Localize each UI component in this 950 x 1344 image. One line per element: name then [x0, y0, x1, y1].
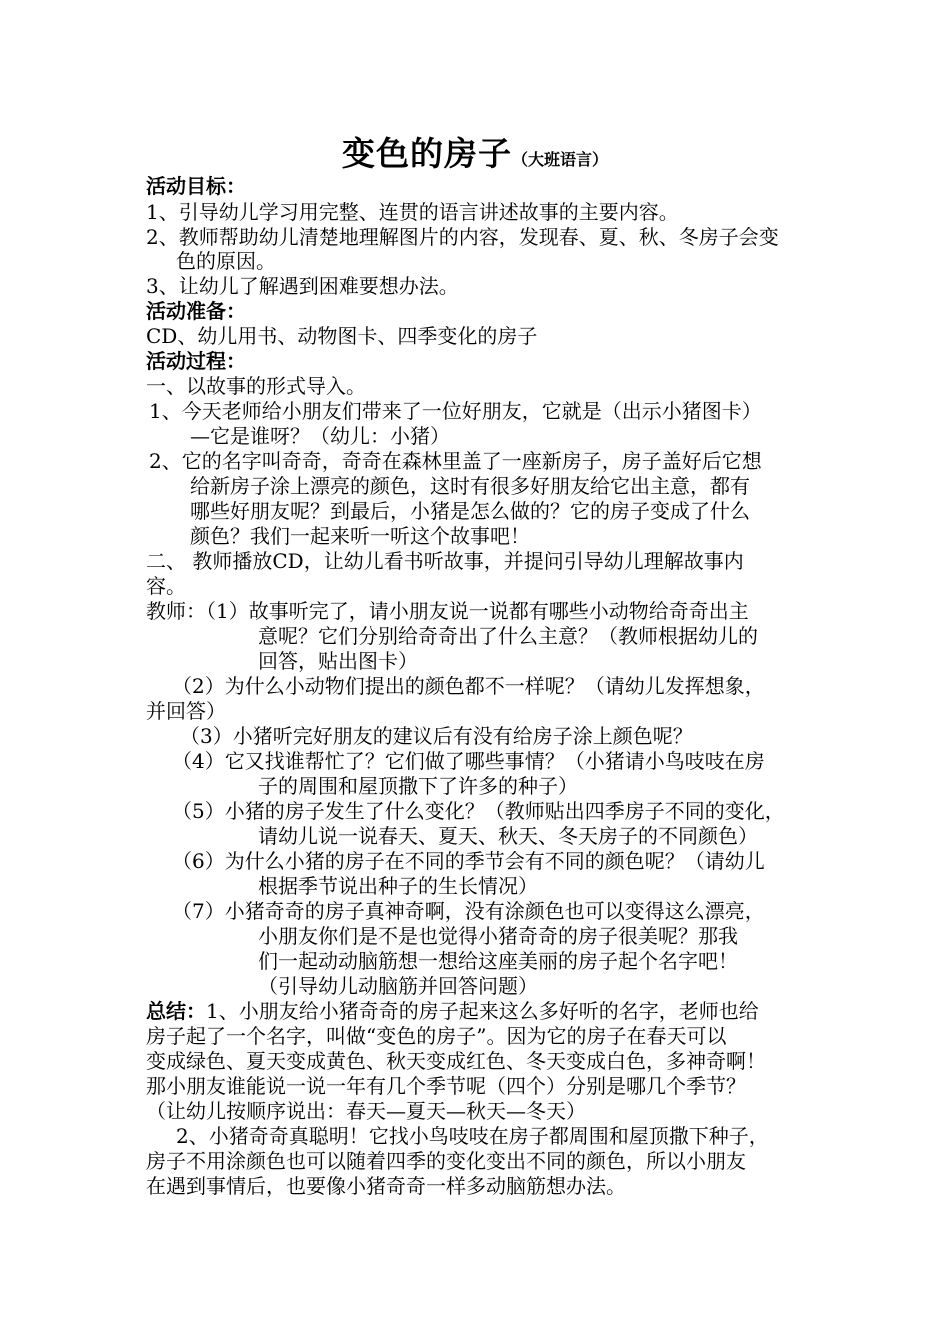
summary-text-continued: （让幼儿按顺序说出：春天—夏天—秋天—冬天） [146, 1099, 586, 1123]
process-paragraph-continued: —它是谁呀？（幼儿：小猪） [190, 424, 450, 448]
process-paragraph-continued: 给新房子涂上漂亮的颜色，这时有很多好朋友给它出主意，都有 [190, 474, 750, 498]
question-item: （2）为什么小动物们提出的颜色都不一样呢？（请幼儿发挥想象， [172, 674, 765, 698]
preparation-text: CD、幼儿用书、动物图卡、四季变化的房子 [146, 324, 538, 348]
question-item-continued: 意呢？它们分别给奇奇出了什么主意？（教师根据幼儿的 [258, 624, 758, 648]
summary-text-continued: 变成绿色、夏天变成黄色、秋天变成红色、冬天变成白色，多神奇啊！ [146, 1049, 766, 1073]
question-item: （7）小猪奇奇的房子真神奇啊，没有涂颜色也可以变得这么漂亮， [172, 899, 765, 923]
question-item-continued: （引导幼儿动脑筋并回答问题） [258, 974, 538, 998]
process-step-heading: 二、 教师播放CD，让幼儿看书听故事，并提问引导幼儿理解故事内 [146, 549, 744, 573]
goal-item: 3、让幼儿了解遇到困难要想办法。 [146, 274, 459, 298]
summary-text: 1、小朋友给小猪奇奇的房子起来这么多好听的名字，老师也给 [206, 999, 759, 1023]
question-item-continued: 回答，贴出图卡） [258, 649, 418, 673]
process-paragraph: 2、它的名字叫奇奇，奇奇在森林里盖了一座新房子，房子盖好后它想 [149, 449, 762, 473]
question-item-continued: 请幼儿说一说春天、夏天、秋天、冬天房子的不同颜色） [258, 824, 758, 848]
section-heading-goals: 活动目标： [146, 174, 246, 198]
question-item: （4）它又找谁帮忙了？它们做了哪些事情？（小猪请小鸟吱吱在房 [172, 749, 765, 773]
question-item-continued: 并回答） [146, 699, 226, 723]
summary-text-continued: 那小朋友谁能说一说一年有几个季节呢（四个）分别是哪几个季节？ [146, 1074, 746, 1098]
summary-paragraph [146, 999, 759, 1023]
goal-item: 2、教师帮助幼儿清楚地理解图片的内容，发现春、夏、秋、冬房子会变 [146, 225, 779, 249]
process-paragraph: 1、今天老师给小朋友们带来了一位好朋友，它就是（出示小猪图卡） [149, 399, 762, 423]
summary-paragraph: 2、小猪奇奇真聪明！它找小鸟吱吱在房子都周围和屋顶撒下种子， [176, 1124, 769, 1148]
process-paragraph-continued: 颜色？我们一起来听一听这个故事吧！ [190, 524, 530, 548]
section-heading-summary: 总结： [146, 999, 206, 1023]
question-item-continued: 子的周围和屋顶撒下了许多的种子） [258, 774, 578, 798]
process-step-heading: 一、以故事的形式导入。 [146, 374, 366, 398]
section-heading-process: 活动过程： [146, 349, 246, 373]
goal-item-continued: 色的原因。 [176, 249, 276, 273]
title-subtitle: （大班语言） [511, 150, 608, 169]
summary-text-continued: 在遇到事情后，也要像小猪奇奇一样多动脑筋想办法。 [146, 1174, 626, 1198]
process-step-heading-continued: 容。 [146, 574, 186, 598]
question-item-continued: 根据季节说出种子的生长情况） [258, 874, 538, 898]
section-heading-preparation: 活动准备： [146, 299, 246, 323]
goal-item: 1、引导幼儿学习用完整、连贯的语言讲述故事的主要内容。 [146, 200, 679, 224]
summary-text-continued: 房子不用涂颜色也可以随着四季的变化变出不同的颜色，所以小朋友 [146, 1149, 746, 1173]
process-paragraph-continued: 哪些好朋友呢？到最后，小猪是怎么做的？它的房子变成了什么 [190, 499, 750, 523]
title-main: 变色的房子 [341, 134, 512, 173]
question-item: 教师：（1）故事听完了，请小朋友说一说都有哪些小动物给奇奇出主 [146, 599, 749, 623]
question-item-continued: 小朋友你们是不是也觉得小猪奇奇的房子很美呢？那我 [258, 924, 738, 948]
question-item: （3）小猪听完好朋友的建议后有没有给房子涂上颜色呢？ [180, 724, 693, 748]
question-item-continued: 们一起动动脑筋想一想给这座美丽的房子起个名字吧！ [258, 949, 738, 973]
document-title [0, 128, 950, 175]
question-item: （6）为什么小猪的房子在不同的季节会有不同的颜色呢？（请幼儿 [172, 849, 765, 873]
question-item: （5）小猪的房子发生了什么变化？（教师贴出四季房子不同的变化， [172, 799, 785, 823]
summary-text-continued: 房子起了一个名字，叫做“变色的房子”。因为它的房子在春天可以 [146, 1024, 727, 1048]
